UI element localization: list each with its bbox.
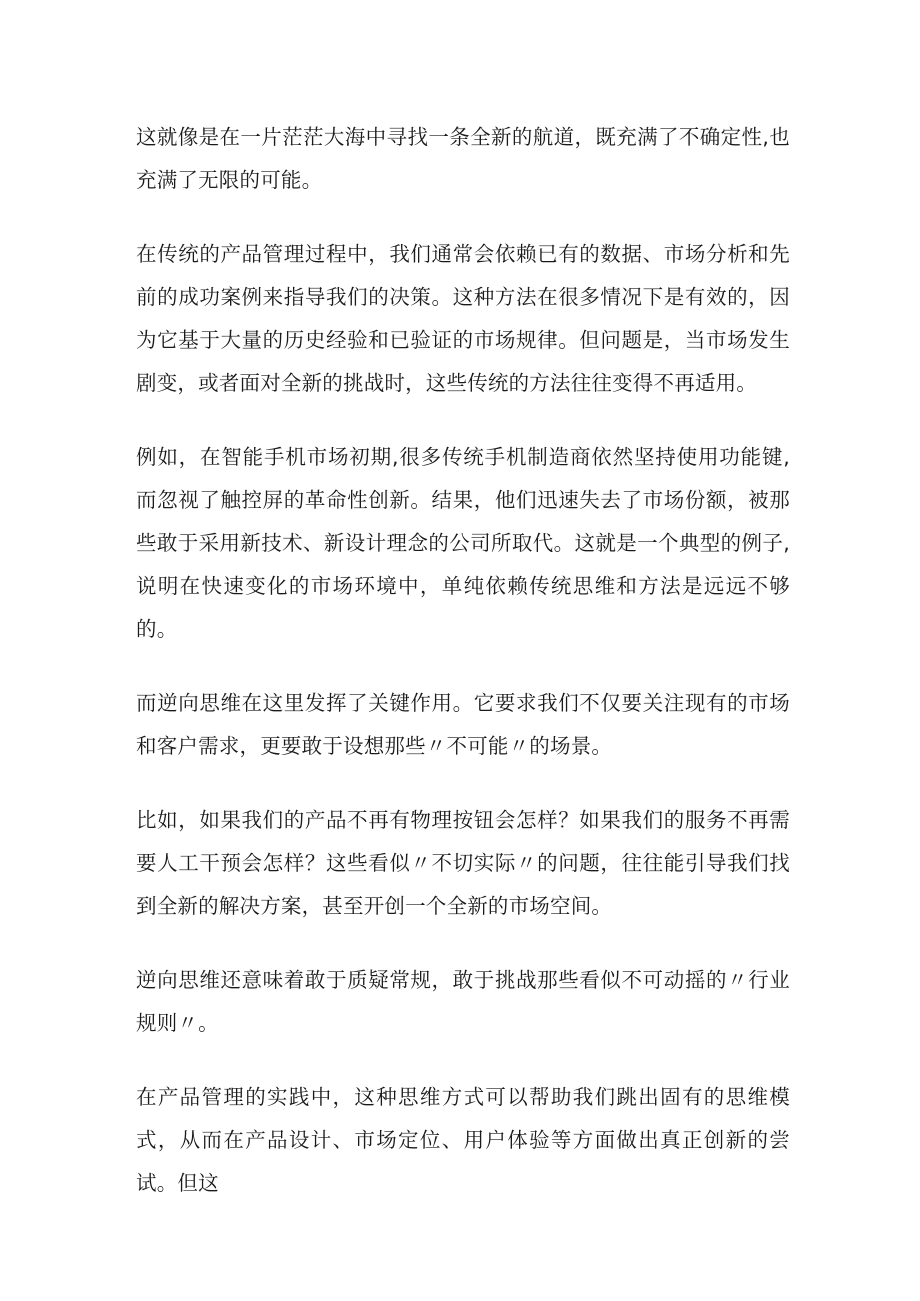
- paragraph-1: 这就像是在一片茫茫大海中寻找一条全新的航道，既充满了不确定性,也充满了无限的可能。: [136, 125, 790, 192]
- paragraph-6: 逆向思维还意味着敢于质疑常规，敢于挑战那些看似不可动摇的〃行业规则〃。: [136, 968, 790, 1035]
- paragraph-7: 在产品管理的实践中，这种思维方式可以帮助我们跳出固有的思维模式，从而在产品设计、市场定位、用户体验等方面做出真正创新的尝试。但这: [136, 1085, 790, 1195]
- paragraph-5: 比如，如果我们的产品不再有物理按钮会怎样？如果我们的服务不再需要人工干预会怎样？这些看似〃不切实际〃的问题，往往能引导我们找到全新的解决方案，甚至开创一个全新的市场空间。: [136, 808, 790, 918]
- document-body: [136, 116, 790, 1236]
- paragraph-2: 在传统的产品管理过程中，我们通常会依赖已有的数据、市场分析和先前的成功案例来指导我们的决策。这种方法在很多情况下是有效的，因为它基于大量的历史经验和已验证的市场规律。但问题是，当市场发生剧变，或者面对全新的挑战时，这些传统的方法往往变得不再适用。: [136, 242, 790, 395]
- paragraph-3: 例如，在智能手机市场初期,很多传统手机制造商依然坚持使用功能键,而忽视了触控屏的革命性创新。结果，他们迅速失去了市场份额，被那些敢于采用新技术、新设计理念的公司所取代。这就是一个典型的例子,说明在快速变化的市场环境中，单纯依赖传统思维和方法是远远不够的。: [136, 445, 790, 641]
- paragraph-4: 而逆向思维在这里发挥了关键作用。它要求我们不仅要关注现有的市场和客户需求，更要敢于设想那些〃不可能〃的场景。: [136, 691, 790, 758]
